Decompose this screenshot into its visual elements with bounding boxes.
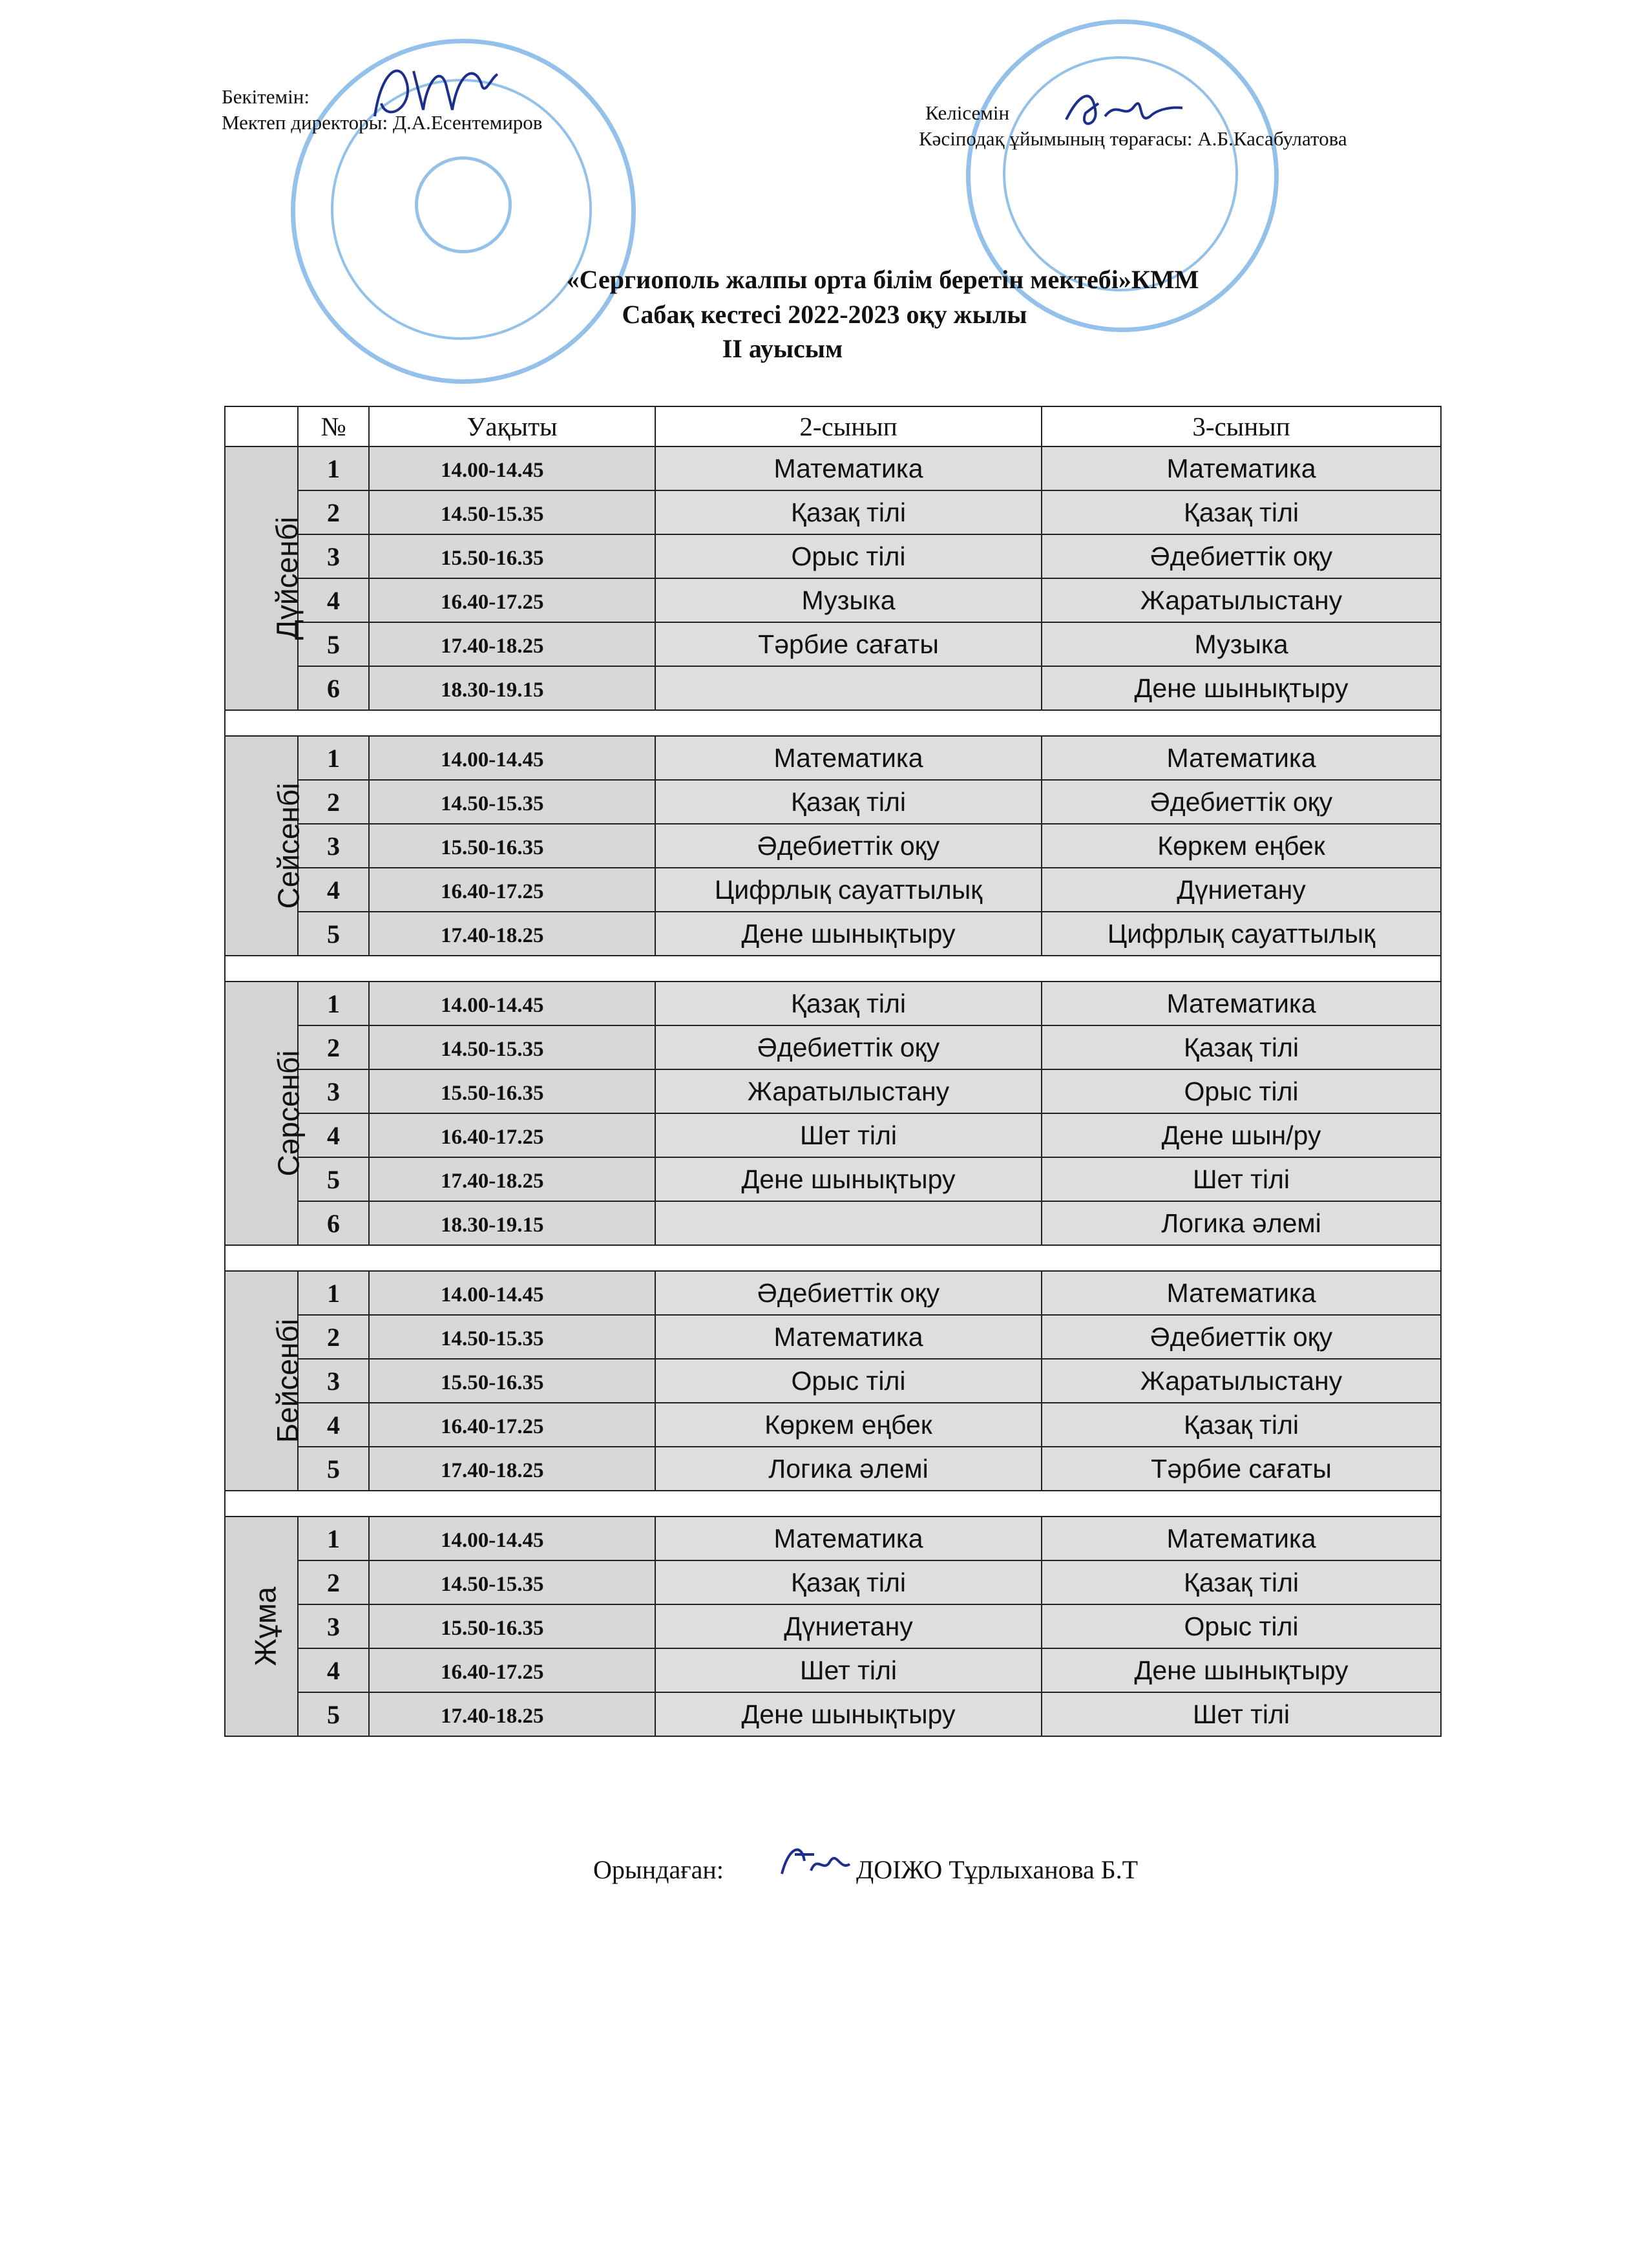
lesson-time: 15.50-16.35 — [369, 1359, 655, 1403]
lesson-time: 17.40-18.25 — [369, 622, 655, 666]
grade3-subject: Орыс тілі — [1042, 1069, 1441, 1113]
lesson-number: 5 — [298, 1447, 369, 1491]
grade2-subject: Шет тілі — [655, 1648, 1042, 1692]
lesson-number: 3 — [298, 1604, 369, 1648]
lesson-time: 16.40-17.25 — [369, 1113, 655, 1157]
lesson-time: 17.40-18.25 — [369, 1692, 655, 1736]
table-row — [225, 666, 1441, 710]
table-row — [225, 1403, 1441, 1447]
grade3-subject: Жаратылыстану — [1042, 1359, 1441, 1403]
lesson-number: 6 — [298, 1201, 369, 1245]
lesson-time: 14.50-15.35 — [369, 1315, 655, 1359]
lesson-number: 4 — [298, 1113, 369, 1157]
day-label — [225, 1271, 305, 1491]
grade2-subject: Математика — [655, 446, 1042, 490]
lesson-number: 1 — [298, 982, 369, 1025]
grade3-subject: Дене шын/ру — [1042, 1113, 1441, 1157]
lesson-number: 3 — [298, 1359, 369, 1403]
lesson-time: 17.40-18.25 — [369, 1157, 655, 1201]
grade3-subject: Қазақ тілі — [1042, 1560, 1441, 1604]
table-row — [225, 446, 1441, 490]
day-label — [225, 1517, 298, 1736]
lesson-time: 14.00-14.45 — [369, 1517, 655, 1560]
lesson-time: 14.50-15.35 — [369, 490, 655, 534]
grade3-subject: Математика — [1042, 1271, 1441, 1315]
separator-cell — [225, 956, 1441, 982]
lesson-time: 18.30-19.15 — [369, 666, 655, 710]
grade2-subject: Дене шынықтыру — [655, 912, 1042, 956]
separator-cell — [225, 1491, 1441, 1517]
grade3-subject: Көркем еңбек — [1042, 824, 1441, 868]
grade2-subject: Дүниетану — [655, 1604, 1042, 1648]
schedule-body — [225, 446, 1441, 1736]
grade2-subject: Логика әлемі — [655, 1447, 1042, 1491]
day-label — [225, 736, 306, 956]
lesson-number: 1 — [298, 736, 369, 780]
grade3-subject: Дүниетану — [1042, 868, 1441, 912]
day-name: Бейсенбі — [271, 1318, 305, 1444]
lesson-time: 16.40-17.25 — [369, 1648, 655, 1692]
lesson-time: 16.40-17.25 — [369, 578, 655, 622]
grade3-subject: Дене шынықтыру — [1042, 1648, 1441, 1692]
table-row — [225, 1069, 1441, 1113]
grade2-subject: Тәрбие сағаты — [655, 622, 1042, 666]
document-title-line2: Сабақ кестесі 2022-2023 оқу жылы — [622, 300, 1027, 329]
footer-name: ДОІЖО Тұрлыханова Б.Т — [856, 1855, 1139, 1884]
table-row — [225, 578, 1441, 622]
lesson-time: 15.50-16.35 — [369, 824, 655, 868]
table-row — [225, 824, 1441, 868]
lesson-time: 18.30-19.15 — [369, 1201, 655, 1245]
day-name: Сейсенбі — [271, 782, 306, 909]
grade3-subject: Музыка — [1042, 622, 1441, 666]
lesson-number: 2 — [298, 1025, 369, 1069]
grade2-subject: Дене шынықтыру — [655, 1692, 1042, 1736]
table-row — [225, 1447, 1441, 1491]
table-row — [225, 622, 1441, 666]
footer-label: Орындаған: — [593, 1855, 724, 1884]
grade3-subject: Логика әлемі — [1042, 1201, 1441, 1245]
lesson-number: 2 — [298, 490, 369, 534]
grade2-subject: Математика — [655, 1517, 1042, 1560]
grade2-subject: Орыс тілі — [655, 534, 1042, 578]
grade3-subject: Әдебиеттік оқу — [1042, 780, 1441, 824]
day-name: Жұма — [248, 1586, 282, 1666]
lesson-number: 6 — [298, 666, 369, 710]
separator-cell — [225, 710, 1441, 736]
lesson-number: 3 — [298, 534, 369, 578]
table-row — [225, 1517, 1441, 1560]
table-row — [225, 1157, 1441, 1201]
table-row — [225, 736, 1441, 780]
grade3-subject: Әдебиеттік оқу — [1042, 534, 1441, 578]
lesson-number: 2 — [298, 780, 369, 824]
grade3-subject: Орыс тілі — [1042, 1604, 1441, 1648]
day-separator — [225, 710, 1441, 736]
table-row — [225, 1692, 1441, 1736]
grade2-subject: Көркем еңбек — [655, 1403, 1042, 1447]
day-separator — [225, 1491, 1441, 1517]
table-row — [225, 1025, 1441, 1069]
approval-left-line2: Мектеп директоры: Д.А.Есентемиров — [222, 111, 543, 134]
table-row — [225, 982, 1441, 1025]
grade2-subject: Қазақ тілі — [655, 982, 1042, 1025]
header-time: Уақыты — [369, 406, 655, 446]
lesson-time: 15.50-16.35 — [369, 534, 655, 578]
grade2-subject: Қазақ тілі — [655, 490, 1042, 534]
day-name: Дүйсенбі — [270, 516, 304, 640]
approval-right-line2: Кәсіподақ ұйымының төрағасы: А.Б.Касабулатова — [919, 127, 1347, 150]
lesson-time: 16.40-17.25 — [369, 1403, 655, 1447]
table-row — [225, 1201, 1441, 1245]
lesson-number: 1 — [298, 1517, 369, 1560]
lesson-number: 2 — [298, 1315, 369, 1359]
lesson-time: 16.40-17.25 — [369, 868, 655, 912]
table-header-row — [225, 406, 1441, 446]
lesson-number: 5 — [298, 622, 369, 666]
union-chair-signature — [1060, 81, 1189, 139]
table-row — [225, 1113, 1441, 1157]
day-separator — [225, 956, 1441, 982]
lesson-time: 17.40-18.25 — [369, 912, 655, 956]
schedule-table — [224, 406, 1442, 1737]
approval-left-line1: Бекітемін: — [222, 85, 310, 108]
day-label — [225, 446, 304, 710]
lesson-time: 15.50-16.35 — [369, 1604, 655, 1648]
grade3-subject: Математика — [1042, 1517, 1441, 1560]
grade2-subject: Дене шынықтыру — [655, 1157, 1042, 1201]
table-row — [225, 1560, 1441, 1604]
document-title-line3: II ауысым — [722, 334, 843, 363]
lesson-time: 14.00-14.45 — [369, 982, 655, 1025]
grade3-subject: Шет тілі — [1042, 1157, 1441, 1201]
table-row — [225, 1359, 1441, 1403]
table-row — [225, 912, 1441, 956]
grade2-subject: Қазақ тілі — [655, 1560, 1042, 1604]
grade2-subject: Әдебиеттік оқу — [655, 1271, 1042, 1315]
lesson-number: 3 — [298, 824, 369, 868]
lesson-number: 5 — [298, 1692, 369, 1736]
grade2-subject: Қазақ тілі — [655, 780, 1042, 824]
grade2-subject: Әдебиеттік оқу — [655, 824, 1042, 868]
lesson-time: 15.50-16.35 — [369, 1069, 655, 1113]
table-row — [225, 1604, 1441, 1648]
grade3-subject: Шет тілі — [1042, 1692, 1441, 1736]
grade2-subject — [655, 666, 1042, 710]
lesson-number: 3 — [298, 1069, 369, 1113]
lesson-number: 1 — [298, 446, 369, 490]
lesson-time: 14.50-15.35 — [369, 1560, 655, 1604]
emblem-icon — [415, 156, 512, 253]
grade2-subject: Әдебиеттік оқу — [655, 1025, 1042, 1069]
director-signature — [362, 45, 504, 136]
lesson-number: 1 — [298, 1271, 369, 1315]
lesson-time: 14.00-14.45 — [369, 446, 655, 490]
grade3-subject: Математика — [1042, 446, 1441, 490]
lesson-time: 14.50-15.35 — [369, 780, 655, 824]
day-separator — [225, 1245, 1441, 1271]
grade2-subject: Музыка — [655, 578, 1042, 622]
table-row — [225, 1648, 1441, 1692]
table-row — [225, 1315, 1441, 1359]
lesson-number: 4 — [298, 578, 369, 622]
grade2-subject — [655, 1201, 1042, 1245]
day-name: Сәрсенбі — [271, 1050, 306, 1177]
grade2-subject: Жаратылыстану — [655, 1069, 1042, 1113]
grade3-subject: Қазақ тілі — [1042, 1403, 1441, 1447]
lesson-number: 5 — [298, 912, 369, 956]
grade3-subject: Қазақ тілі — [1042, 1025, 1441, 1069]
grade2-subject: Математика — [655, 736, 1042, 780]
lesson-number: 4 — [298, 1403, 369, 1447]
grade3-subject: Дене шынықтыру — [1042, 666, 1441, 710]
approval-right-line1: Келісемін — [925, 101, 1010, 124]
lesson-number: 4 — [298, 1648, 369, 1692]
grade3-subject: Қазақ тілі — [1042, 490, 1441, 534]
table-row — [225, 868, 1441, 912]
header-grade2: 2-сынып — [655, 406, 1042, 446]
lesson-time: 14.50-15.35 — [369, 1025, 655, 1069]
separator-cell — [225, 1245, 1441, 1271]
grade2-subject: Математика — [655, 1315, 1042, 1359]
grade2-subject: Шет тілі — [655, 1113, 1042, 1157]
grade3-subject: Жаратылыстану — [1042, 578, 1441, 622]
grade3-subject: Тәрбие сағаты — [1042, 1447, 1441, 1491]
day-label — [225, 982, 306, 1245]
grade2-subject: Цифрлық сауаттылық — [655, 868, 1042, 912]
table-row — [225, 534, 1441, 578]
footer — [593, 1854, 724, 1885]
lesson-time: 17.40-18.25 — [369, 1447, 655, 1491]
table-row — [225, 780, 1441, 824]
lesson-number: 5 — [298, 1157, 369, 1201]
executor-signature — [775, 1835, 853, 1887]
table-row — [225, 490, 1441, 534]
lesson-number: 2 — [298, 1560, 369, 1604]
grade2-subject: Орыс тілі — [655, 1359, 1042, 1403]
document-title-line1: «Сергиополь жалпы орта білім беретін мектебі»КММ — [566, 265, 1199, 294]
header-grade3: 3-сынып — [1042, 406, 1441, 446]
lesson-time: 14.00-14.45 — [369, 1271, 655, 1315]
lesson-number: 4 — [298, 868, 369, 912]
header-number: № — [298, 406, 369, 446]
grade3-subject: Цифрлық сауаттылық — [1042, 912, 1441, 956]
lesson-time: 14.00-14.45 — [369, 736, 655, 780]
grade3-subject: Математика — [1042, 982, 1441, 1025]
header-day-blank — [225, 406, 298, 446]
grade3-subject: Математика — [1042, 736, 1441, 780]
grade3-subject: Әдебиеттік оқу — [1042, 1315, 1441, 1359]
table-row — [225, 1271, 1441, 1315]
